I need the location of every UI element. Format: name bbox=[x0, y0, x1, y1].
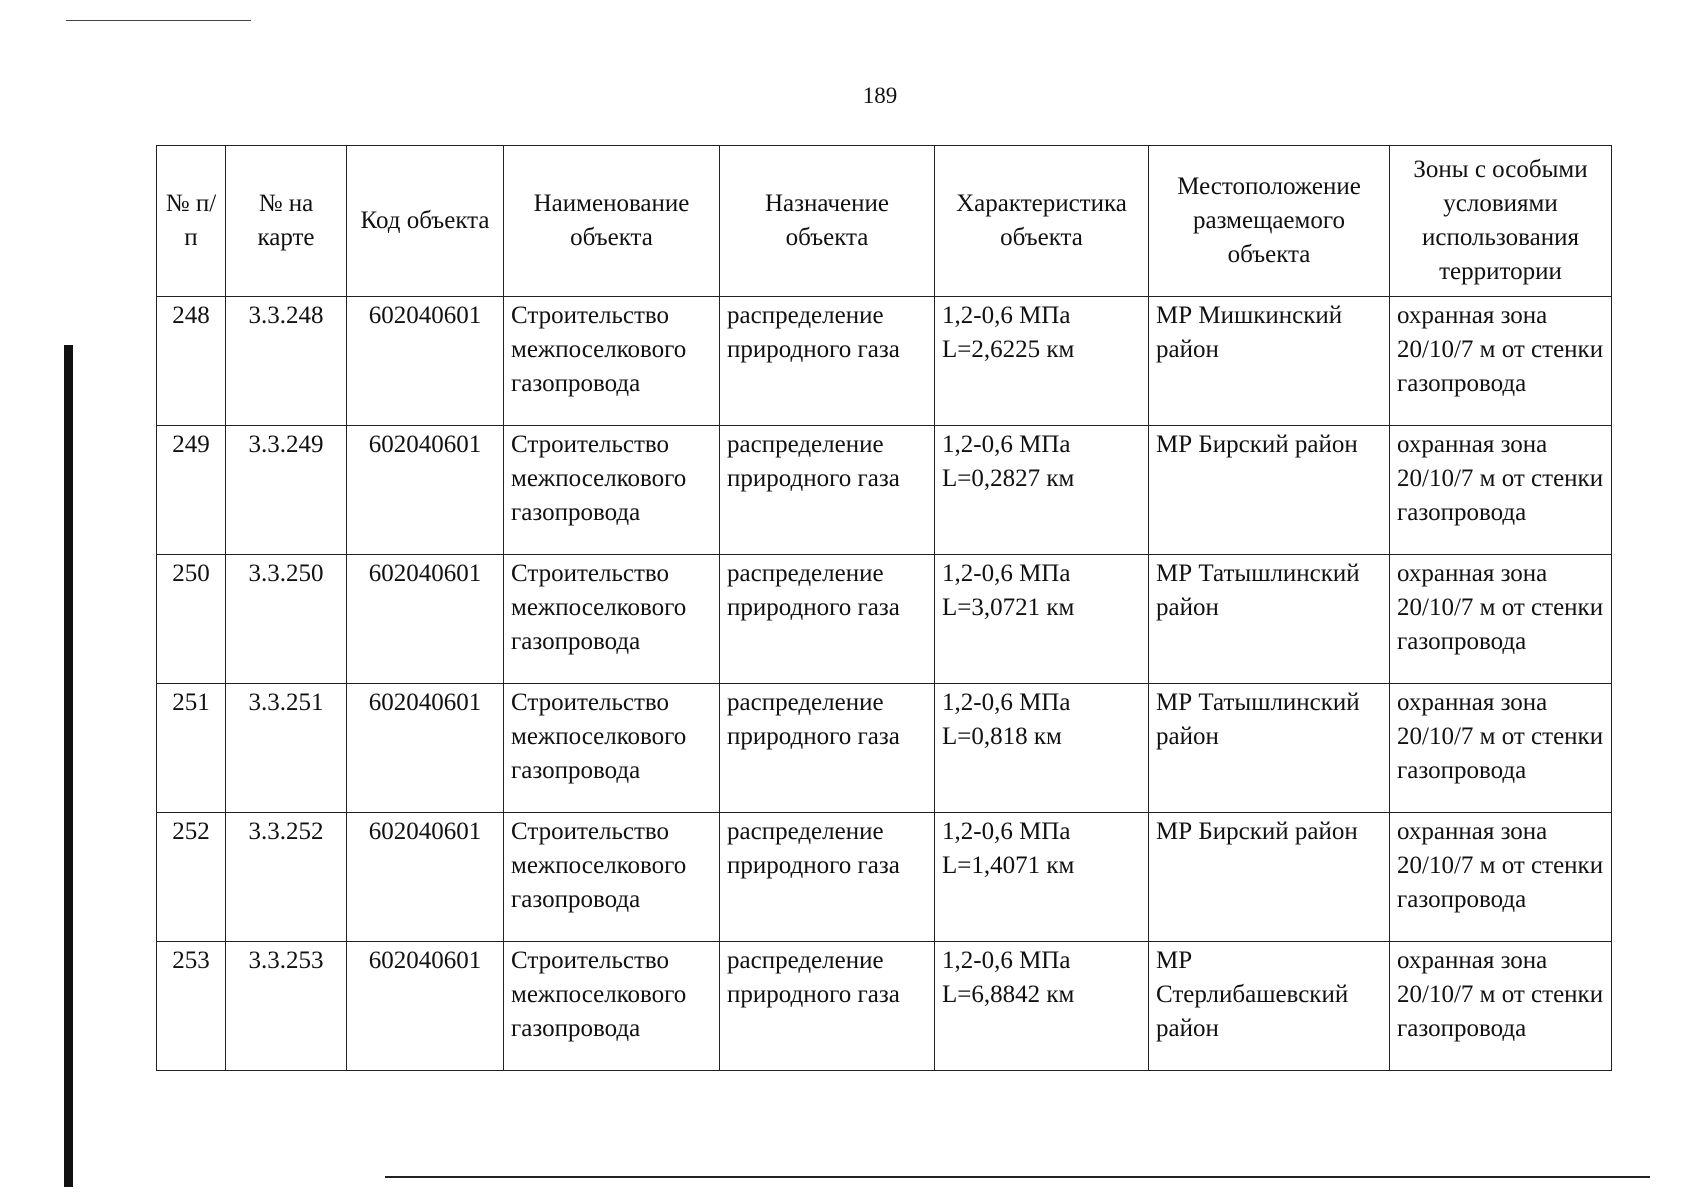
table-row bbox=[157, 684, 1612, 813]
spec-length: L=1,4071 км bbox=[942, 852, 1075, 879]
header-object-spec: Характеристика объекта bbox=[935, 146, 1149, 297]
spec-pressure: 1,2-0,6 МПа bbox=[942, 431, 1071, 458]
spec-length: L=2,6225 км bbox=[942, 336, 1075, 363]
cell-object-code: 602040601 bbox=[347, 555, 504, 684]
cell-object-code: 602040601 bbox=[347, 426, 504, 555]
cell-object-code: 602040601 bbox=[347, 942, 504, 1071]
spec-length: L=3,0721 км bbox=[942, 594, 1075, 621]
spec-length: L=0,818 км bbox=[942, 723, 1062, 750]
table-row bbox=[157, 297, 1612, 426]
cell-map-number: 3.3.248 bbox=[226, 297, 347, 426]
cell-object-name: Строительство межпоселкового газопровода bbox=[504, 684, 720, 813]
scan-line-bottom bbox=[385, 1176, 1650, 1178]
cell-object-code: 602040601 bbox=[347, 813, 504, 942]
cell-object-location: МР Татышлинский район bbox=[1149, 555, 1390, 684]
spec-pressure: 1,2-0,6 МПа bbox=[942, 689, 1071, 716]
cell-special-zones: охранная зона 20/10/7 м от стенки газопровода bbox=[1390, 426, 1612, 555]
spec-length: L=0,2827 км bbox=[942, 465, 1075, 492]
table-row bbox=[157, 426, 1612, 555]
cell-num: 248 bbox=[157, 297, 226, 426]
cell-object-code: 602040601 bbox=[347, 684, 504, 813]
table-row bbox=[157, 942, 1612, 1071]
cell-object-purpose: распределение природного газа bbox=[720, 942, 935, 1071]
cell-object-purpose: распределение природного газа bbox=[720, 813, 935, 942]
header-num: № п/п bbox=[157, 146, 226, 297]
cell-num: 249 bbox=[157, 426, 226, 555]
cell-num: 253 bbox=[157, 942, 226, 1071]
cell-map-number: 3.3.250 bbox=[226, 555, 347, 684]
table-row bbox=[157, 813, 1612, 942]
cell-object-location: МР Мишкинский район bbox=[1149, 297, 1390, 426]
cell-object-name: Строительство межпоселкового газопровода bbox=[504, 426, 720, 555]
spec-pressure: 1,2-0,6 МПа bbox=[942, 947, 1071, 974]
page-number: 189 bbox=[862, 83, 898, 108]
cell-special-zones: охранная зона 20/10/7 м от стенки газопровода bbox=[1390, 555, 1612, 684]
cell-num: 250 bbox=[157, 555, 226, 684]
cell-object-spec bbox=[935, 942, 1149, 1071]
cell-object-name: Строительство межпоселкового газопровода bbox=[504, 942, 720, 1071]
cell-object-code: 602040601 bbox=[347, 297, 504, 426]
objects-table bbox=[156, 145, 1612, 1071]
cell-object-name: Строительство межпоселкового газопровода bbox=[504, 813, 720, 942]
header-object-purpose: Назначение объекта bbox=[720, 146, 935, 297]
table-row bbox=[157, 555, 1612, 684]
scan-margin-bar bbox=[64, 345, 73, 1187]
cell-special-zones: охранная зона 20/10/7 м от стенки газопровода bbox=[1390, 942, 1612, 1071]
header-object-name: Наименование объекта bbox=[504, 146, 720, 297]
header-object-location: Местоположение размещаемого объекта bbox=[1149, 146, 1390, 297]
cell-map-number: 3.3.252 bbox=[226, 813, 347, 942]
cell-object-spec bbox=[935, 813, 1149, 942]
cell-special-zones: охранная зона 20/10/7 м от стенки газопровода bbox=[1390, 684, 1612, 813]
cell-map-number: 3.3.249 bbox=[226, 426, 347, 555]
cell-num: 252 bbox=[157, 813, 226, 942]
cell-special-zones: охранная зона 20/10/7 м от стенки газопровода bbox=[1390, 813, 1612, 942]
cell-num: 251 bbox=[157, 684, 226, 813]
table-header-row bbox=[157, 146, 1612, 297]
cell-object-location: МР Бирский район bbox=[1149, 426, 1390, 555]
cell-object-purpose: распределение природного газа bbox=[720, 684, 935, 813]
cell-object-name: Строительство межпоселкового газопровода bbox=[504, 297, 720, 426]
spec-pressure: 1,2-0,6 МПа bbox=[942, 560, 1071, 587]
scan-line-top bbox=[66, 20, 251, 21]
cell-object-purpose: распределение природного газа bbox=[720, 426, 935, 555]
cell-object-spec bbox=[935, 684, 1149, 813]
cell-object-location: МР Татышлинский район bbox=[1149, 684, 1390, 813]
cell-special-zones: охранная зона 20/10/7 м от стенки газопровода bbox=[1390, 297, 1612, 426]
cell-object-spec bbox=[935, 426, 1149, 555]
cell-map-number: 3.3.251 bbox=[226, 684, 347, 813]
spec-length: L=6,8842 км bbox=[942, 981, 1075, 1008]
spec-pressure: 1,2-0,6 МПа bbox=[942, 818, 1071, 845]
header-object-code: Код объекта bbox=[347, 146, 504, 297]
cell-object-location: МР Стерлибашевский район bbox=[1149, 942, 1390, 1071]
header-map-number: № на карте bbox=[226, 146, 347, 297]
cell-object-purpose: распределение природного газа bbox=[720, 297, 935, 426]
cell-object-purpose: распределение природного газа bbox=[720, 555, 935, 684]
spec-pressure: 1,2-0,6 МПа bbox=[942, 302, 1071, 329]
header-special-zones: Зоны с особыми условиями использования территории bbox=[1390, 146, 1612, 297]
cell-object-location: МР Бирский район bbox=[1149, 813, 1390, 942]
cell-object-spec bbox=[935, 297, 1149, 426]
cell-object-name: Строительство межпоселкового газопровода bbox=[504, 555, 720, 684]
cell-object-spec bbox=[935, 555, 1149, 684]
cell-map-number: 3.3.253 bbox=[226, 942, 347, 1071]
